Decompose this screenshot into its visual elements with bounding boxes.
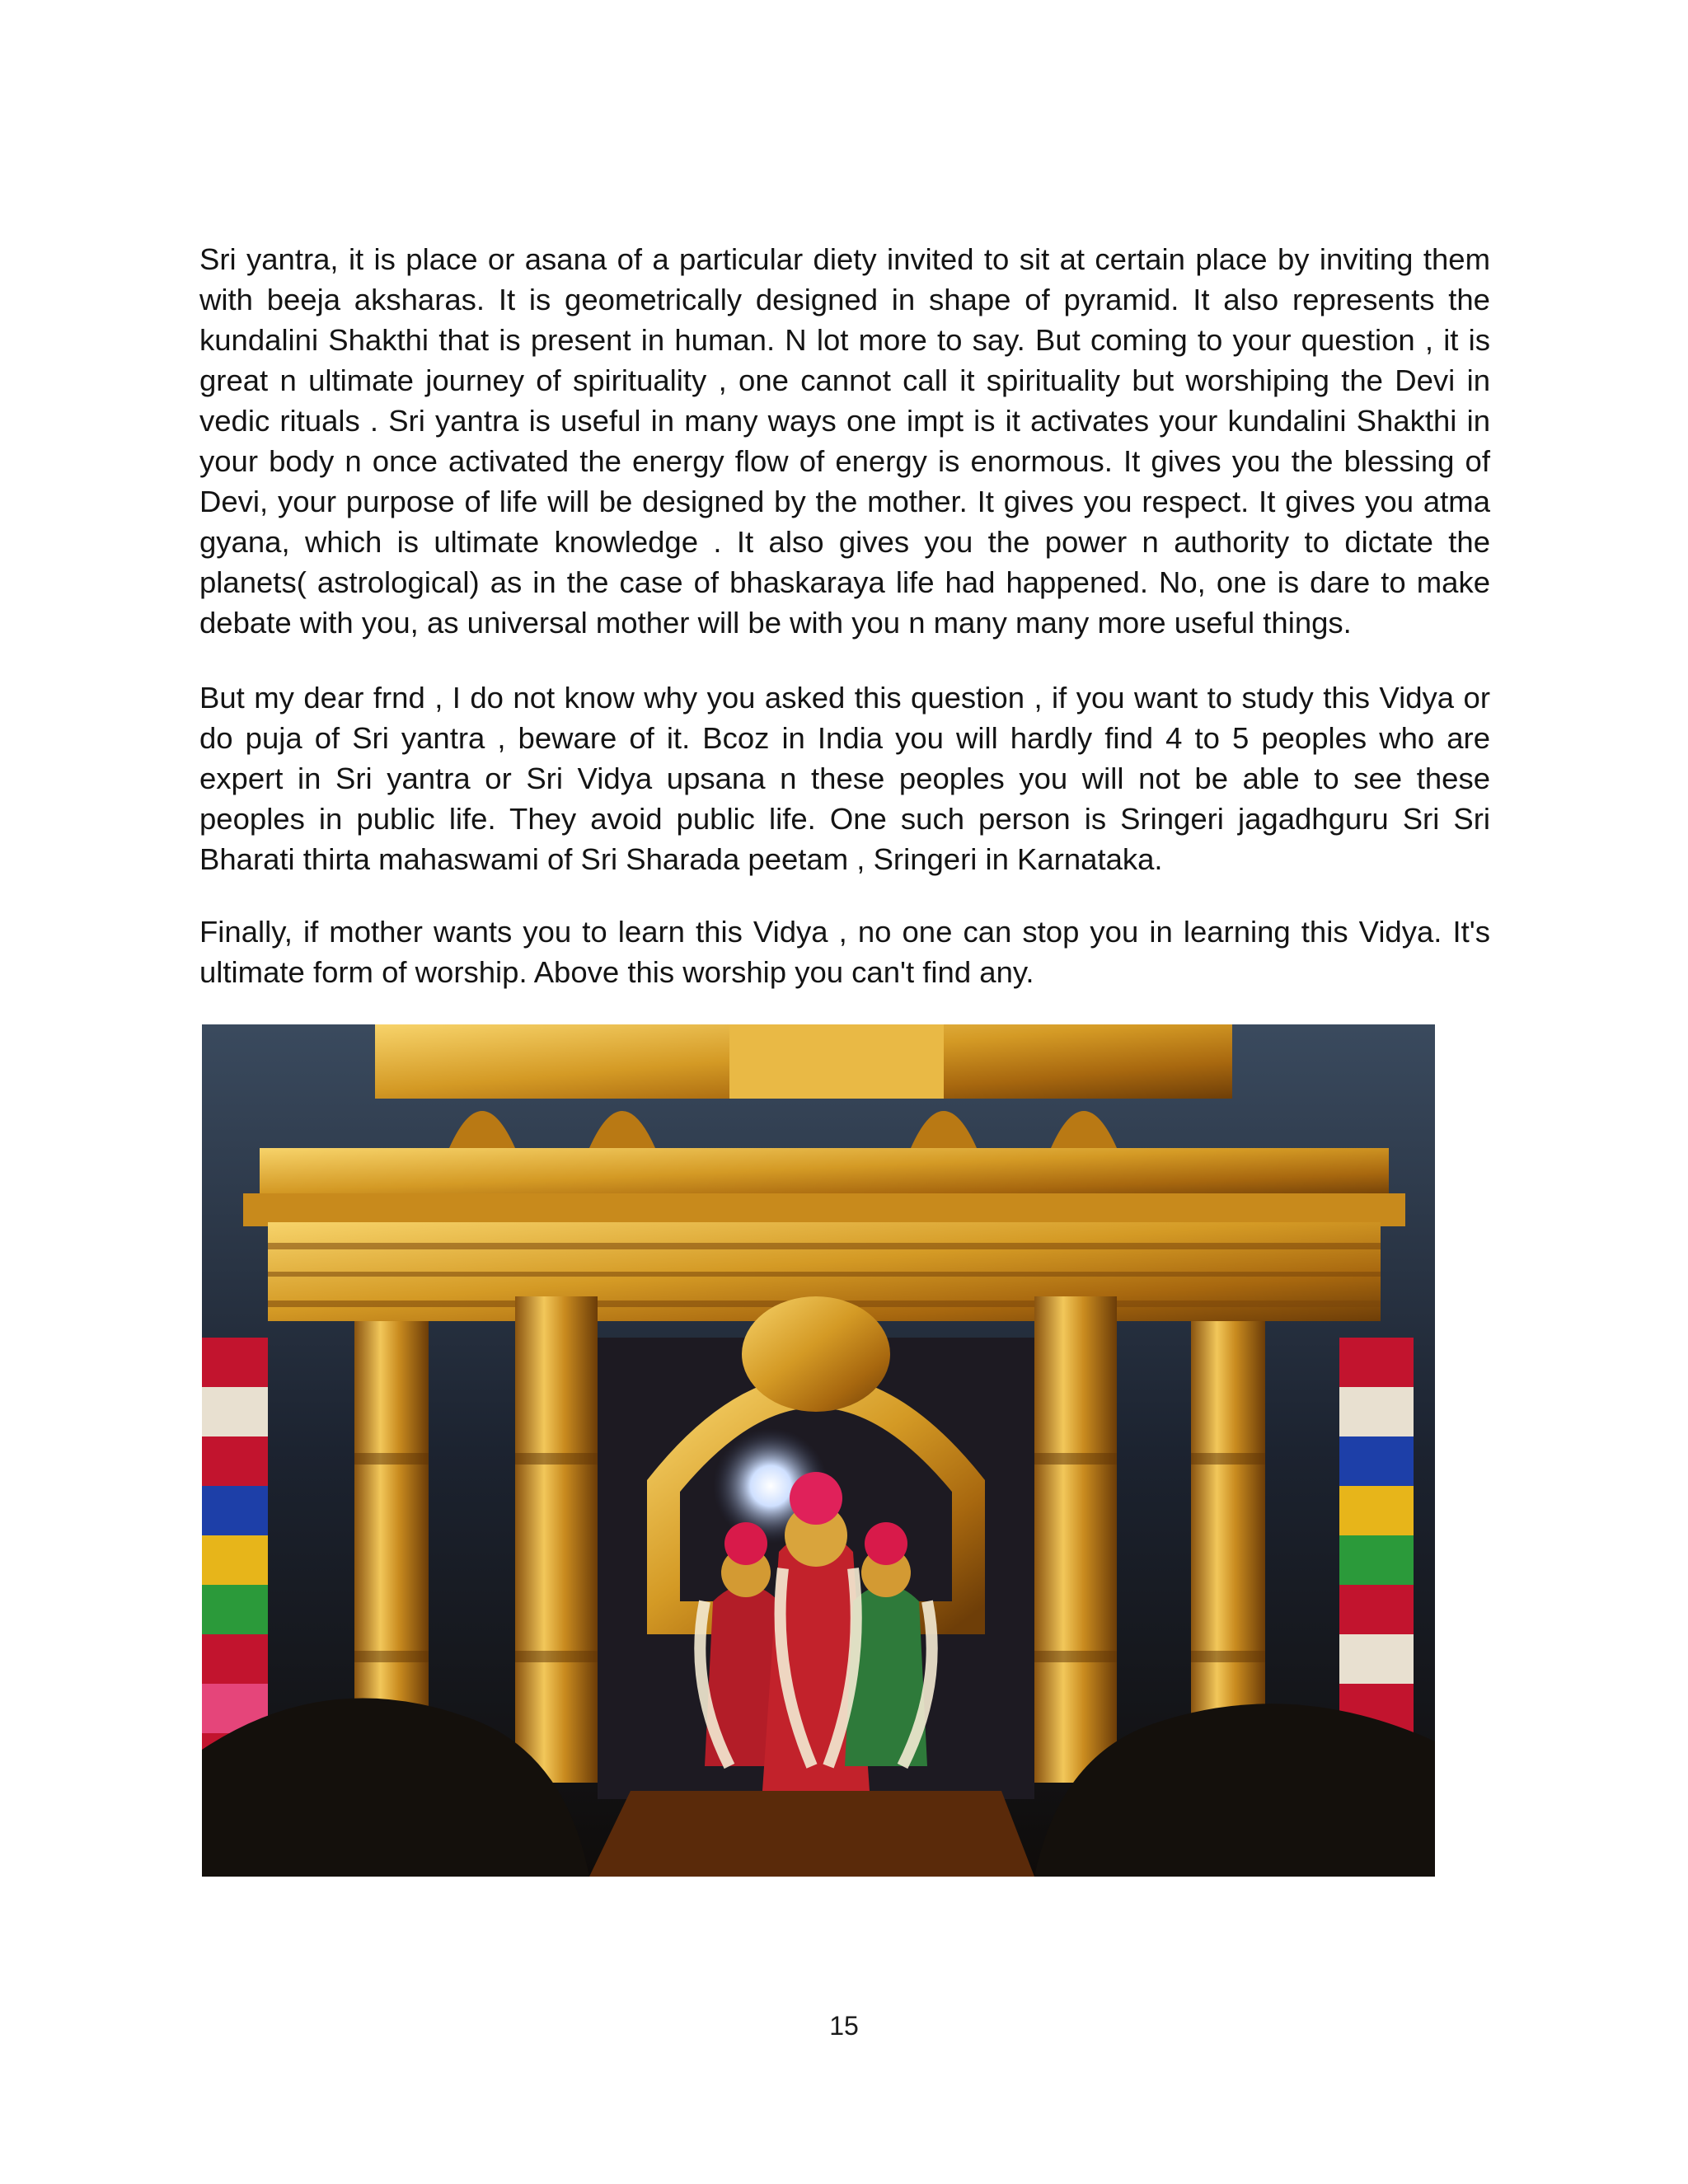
page-number: 15 [829, 2011, 859, 2041]
paragraph-sri-yantra-intro: Sri yantra, it is place or asana of a particular diety invited to sit at certain place by inviting them with beeja aksharas. It is geometrically designed in shape of pyramid. It also represents the kundalini Shakthi that is present in human. N lot more to say. But coming to your question , it is great n ultimate journey of spirituality , one cannot call it spirituality but worshiping the Devi in vedic rituals . Sri yantra is useful in many ways one impt is it activates your kundalini Shakthi in your body n once activated the energy flow of energy is enormous. It gives you the blessing of Devi, your purpose of life will be designed by the mother. It gives you respect. It gives you atma gyana, which is ultimate knowledge . It also gives you the power n authority to dictate the planets( astrological) as in the case of bhaskaraya life had happened. No, one is dare to make debate with you, as universal mother will be with you n many many more useful things. [199, 242, 1490, 640]
paragraph-dear-friend: But my dear frnd , I do not know why you asked this question , if you want to study this Vidya or do puja of Sri yantra , beware of it. Bcoz in India you will hardly find 4 to 5 peoples who are expert in Sri yantra or Sri Vidya upsana n these peoples you will not be able to see these peoples in public life. They avoid public life. One such person is Sringeri jagadhguru Sri Sri Bharati thirta mahaswami of Sri Sharada peetam , Sringeri in Karnataka. [199, 681, 1490, 876]
paragraph-finally: Finally, if mother wants you to learn this Vidya , no one can stop you in learning this Vidya. It's ultimate form of worship. Above this worship you can't find any. [199, 915, 1490, 989]
temple-deity-photo [202, 1024, 1435, 1877]
